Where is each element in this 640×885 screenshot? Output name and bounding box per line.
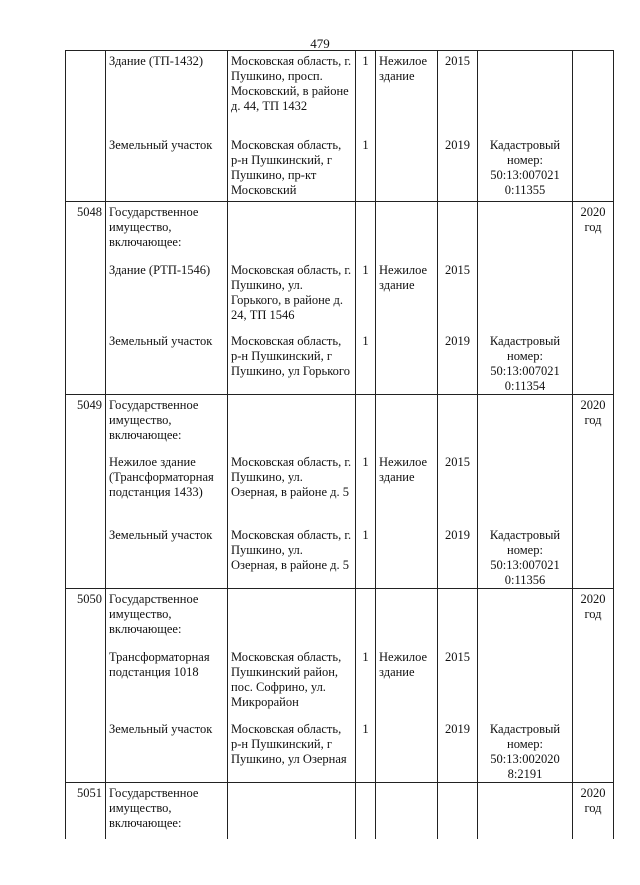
cell-address [228,589,356,647]
cell-item-name: Земельный участок [106,331,228,395]
property-registry-table [65,50,614,839]
cell-row-number [66,719,106,783]
cell-object-type: Нежилое здание [376,51,438,135]
cell-cadastral-number: Кадастровый номер: 50:13:007021 0:11354 [478,331,573,395]
cell-address [228,783,356,839]
cell-cadastral-number [478,394,573,452]
cell-address: Московская область, р-н Пушкинский, г Пушкино, ул Горького [228,331,356,395]
cell-object-type [376,525,438,589]
cell-quantity [356,202,376,260]
cell-cadastral-number [478,647,573,719]
table-row-group-header [66,394,614,452]
cell-address: Московская область, р-н Пушкинский, г Пушкино, ул Озерная [228,719,356,783]
cell-object-type [376,589,438,647]
cell-cadastral-number [478,51,573,135]
cell-address: Московская область, г. Пушкино, просп. Московский, в районе д. 44, ТП 1432 [228,51,356,135]
cell-year: 2019 [438,135,478,202]
cell-address: Московская область, г. Пушкино, ул. Озерная, в районе д. 5 [228,452,356,525]
cell-year: 2019 [438,719,478,783]
table-row [66,719,614,783]
cell-item-name: Здание (ТП-1432) [106,51,228,135]
cell-year: 2015 [438,647,478,719]
table-row [66,331,614,395]
table-row [66,260,614,331]
cell-transfer-year: 2020 год [573,783,614,839]
cell-quantity: 1 [356,331,376,395]
cell-quantity: 1 [356,647,376,719]
cell-row-number: 5050 [66,589,106,647]
cell-cadastral-number [478,202,573,260]
cell-object-type [376,135,438,202]
cell-item-name: Трансформаторная подстанция 1018 [106,647,228,719]
cell-row-number [66,647,106,719]
cell-transfer-year: 2020 год [573,202,614,260]
cell-object-type: Нежилое здание [376,647,438,719]
table-row [66,525,614,589]
cell-address [228,202,356,260]
cell-item-name: Нежилое здание (Трансформаторная подстанция 1433) [106,452,228,525]
cell-cadastral-number [478,783,573,839]
cell-object-type: Нежилое здание [376,452,438,525]
cell-transfer-year: 2020 год [573,394,614,452]
cell-row-number [66,525,106,589]
cell-year: 2015 [438,452,478,525]
cell-cadastral-number [478,589,573,647]
cell-quantity: 1 [356,51,376,135]
cell-row-number: 5048 [66,202,106,260]
cell-quantity: 1 [356,719,376,783]
cell-year [438,394,478,452]
cell-item-name: Здание (РТП-1546) [106,260,228,331]
cell-transfer-year [573,51,614,135]
cell-year: 2019 [438,525,478,589]
cell-transfer-year [573,135,614,202]
cell-quantity [356,589,376,647]
table-row [66,647,614,719]
cell-object-type [376,783,438,839]
cell-year: 2015 [438,260,478,331]
table-row-group-header [66,783,614,839]
cell-object-type [376,331,438,395]
cell-quantity [356,783,376,839]
cell-address: Московская область, г. Пушкино, ул. Озерная, в районе д. 5 [228,525,356,589]
cell-cadastral-number [478,260,573,331]
cell-quantity: 1 [356,135,376,202]
cell-item-name: Государственное имущество, включающее: [106,589,228,647]
cell-transfer-year [573,719,614,783]
cell-quantity: 1 [356,525,376,589]
cell-transfer-year [573,452,614,525]
cell-cadastral-number: Кадастровый номер: 50:13:002020 8:2191 [478,719,573,783]
cell-address: Московская область, Пушкинский район, пос. Софрино, ул. Микрорайон [228,647,356,719]
cell-quantity: 1 [356,260,376,331]
cell-transfer-year [573,647,614,719]
cell-row-number [66,331,106,395]
cell-row-number: 5051 [66,783,106,839]
cell-item-name: Земельный участок [106,719,228,783]
cell-year: 2015 [438,51,478,135]
table-row-group-header [66,202,614,260]
cell-address [228,394,356,452]
cell-year [438,589,478,647]
table-row [66,135,614,202]
page-number: 479 [310,36,330,51]
cell-address: Московская область, г. Пушкино, ул. Горького, в районе д. 24, ТП 1546 [228,260,356,331]
cell-object-type: Нежилое здание [376,260,438,331]
table-row-group-header [66,589,614,647]
cell-item-name: Государственное имущество, включающее: [106,202,228,260]
cell-row-number [66,452,106,525]
table-row [66,51,614,135]
cell-row-number [66,135,106,202]
cell-item-name: Государственное имущество, включающее: [106,783,228,839]
cell-year [438,783,478,839]
cell-item-name: Государственное имущество, включающее: [106,394,228,452]
cell-row-number: 5049 [66,394,106,452]
cell-cadastral-number: Кадастровый номер: 50:13:007021 0:11355 [478,135,573,202]
cell-row-number [66,51,106,135]
cell-object-type [376,394,438,452]
table-row [66,452,614,525]
cell-object-type [376,719,438,783]
cell-transfer-year: 2020 год [573,589,614,647]
cell-row-number [66,260,106,331]
cell-item-name: Земельный участок [106,525,228,589]
cell-year: 2019 [438,331,478,395]
cell-cadastral-number [478,452,573,525]
cell-address: Московская область, р-н Пушкинский, г Пушкино, пр-кт Московский [228,135,356,202]
cell-transfer-year [573,525,614,589]
cell-transfer-year [573,331,614,395]
cell-quantity: 1 [356,452,376,525]
cell-item-name: Земельный участок [106,135,228,202]
cell-year [438,202,478,260]
cell-quantity [356,394,376,452]
cell-cadastral-number: Кадастровый номер: 50:13:007021 0:11356 [478,525,573,589]
cell-transfer-year [573,260,614,331]
cell-object-type [376,202,438,260]
